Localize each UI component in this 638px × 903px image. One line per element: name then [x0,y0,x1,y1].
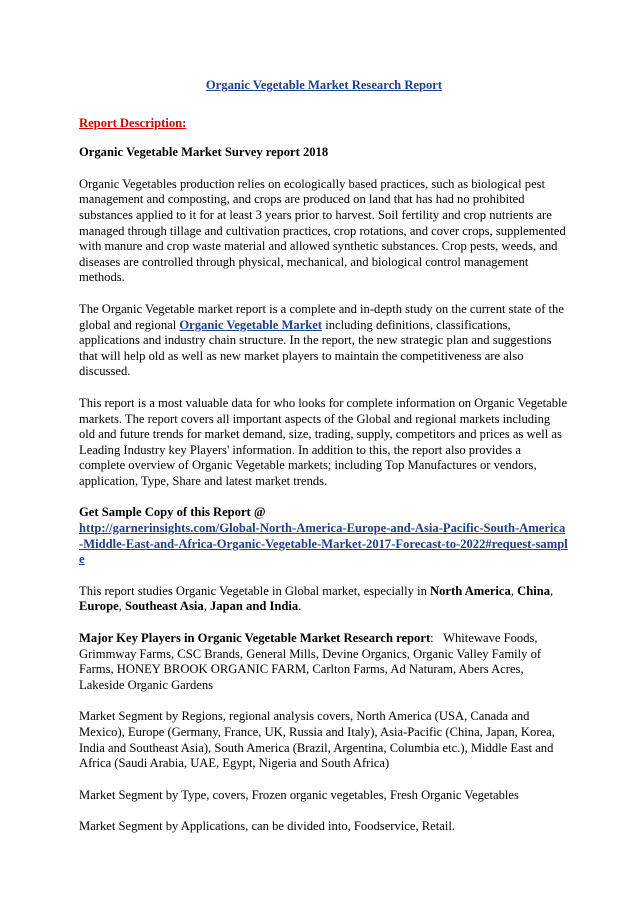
paragraph-report-value: This report is a most valuable data for who looks for complete information on Organic Vegetable markets. The report covers all important aspects of the Global and regional markets including old and future trends for market demand, size, trading, supply, competitors and prices as well as Leading Industry key Players' information. In addition to this, the report also provides a complete overview of Organic Vegetable markets; including Top Manufactures or vendors, application, Type, Share and latest market trends. [79,395,568,488]
regions-sep-2: , [550,583,554,598]
region-china: China [517,583,551,598]
paragraph-key-players [79,631,569,693]
organic-vegetable-market-link[interactable]: Organic Vegetable Market [179,317,323,332]
paragraph-segment-applications: Market Segment by Applications, can be divided into, Foodservice, Retail. [79,819,455,834]
region-north-america: North America [430,583,511,598]
regions-sep-1: , [510,583,518,598]
regions-sep-4: , [203,599,210,614]
survey-heading: Organic Vegetable Market Survey report 2018 [79,145,329,160]
paragraph-segment-regions: Market Segment by Regions, regional analysis covers, North America (USA, Canada and Mexico), Europe (Germany, France, UK, Russia and Italy), Asia-Pacific (China, Japan, Korea, India and Southeast Asia), South America (Brazil, Argentina, Columbia etc.), Middle East and Africa (Saudi Arabia, UAE, Egypt, Nigeria and South Africa) [79,709,555,771]
paragraph-market-study-text-2: including definitions, classifications, applications and industry chain structure. In the report, the new strategic plan and suggestions that will help old as well as new market players to maintain the competitiveness are also discussed. [79,317,552,379]
sample-copy-label: Get Sample Copy of this Report @ [79,505,266,520]
document-page [79,78,569,851]
region-japan-india: Japan and India [210,599,299,614]
regions-end: . [298,599,302,614]
sample-copy-block [79,505,569,567]
report-description-label: Report Description: [79,115,187,130]
paragraph-segment-type: Market Segment by Type, covers, Frozen organic vegetables, Fresh Organic Vegetables [79,787,519,802]
key-players-colon: : [430,631,434,646]
paragraph-regions [79,584,569,615]
sample-copy-url-link[interactable]: http://garnerinsights.com/Global-North-America-Europe-and-Asia-Pacific-South-America-Middle-East-and-Africa-Organic-Vegetable-Market-2017-Forecast-to-2022#request-sample [79,521,568,567]
regions-intro: This report studies Organic Vegetable in Global market, especially in [79,583,431,598]
region-southeast-asia: Southeast Asia [124,599,204,614]
region-europe: Europe [79,599,119,614]
paragraph-market-study-text-1: The Organic Vegetable market report is a complete and in-depth study on the current state of the global and regional [79,301,564,332]
document-title: Organic Vegetable Market Research Report [205,78,443,92]
paragraph-market-study [79,302,569,380]
key-players-label: Major Key Players in Organic Vegetable Market Research report [79,631,431,646]
regions-sep-3: , [118,599,125,614]
key-players-list: Whitewave Foods, Grimmway Farms, CSC Brands, General Mills, Devine Organics, Organic Valley Family of Farms, HONEY BROOK ORGANIC FARM, Carlton Farms, Ad Naturam, Abers Acres, Lakeside Organic Gardens [79,631,542,692]
paragraph-production: Organic Vegetables production relies on ecologically based practices, such as biological pest management and composting, and crops are produced on land that has had no prohibited substances applied to it for at least 3 years prior to harvest. Soil fertility and crop nutrients are managed through tillage and cultivation practices, crop rotations, and cover crops, supplemented with manure and crop waste material and allowed synthetic substances. Crop pests, weeds, and diseases are controlled through physical, mechanical, and biological control management methods. [79,176,566,285]
